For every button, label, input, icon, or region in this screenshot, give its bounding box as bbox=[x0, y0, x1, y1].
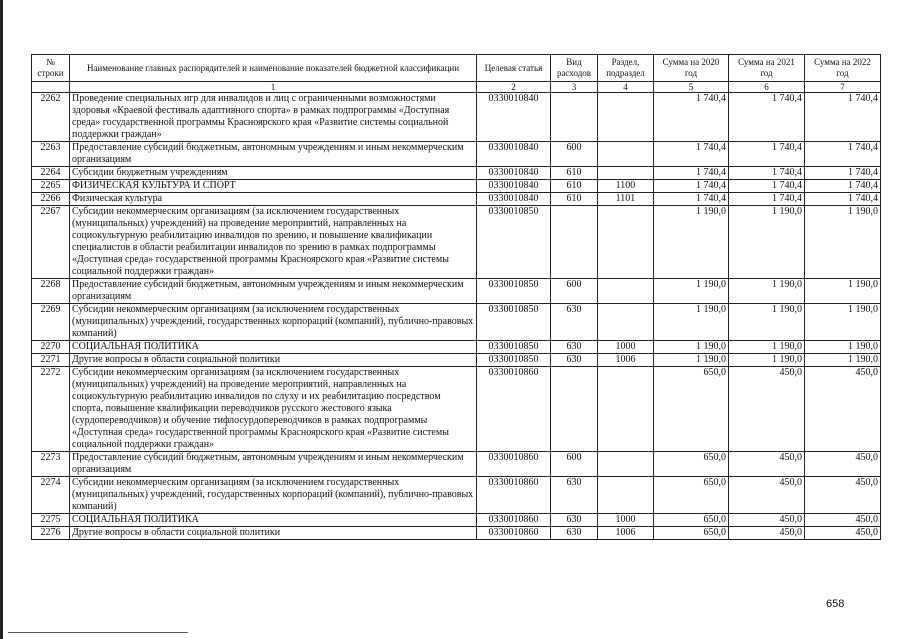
row-sum-2022: 1 190,0 bbox=[805, 206, 881, 279]
row-sum-2021: 1 190,0 bbox=[729, 304, 805, 341]
row-section bbox=[598, 304, 654, 341]
row-sum-2020: 1 740,4 bbox=[654, 180, 729, 193]
row-sum-2020: 1 190,0 bbox=[654, 206, 729, 279]
row-section: 1006 bbox=[598, 527, 654, 540]
row-section: 1101 bbox=[598, 193, 654, 206]
row-expense-type: 610 bbox=[551, 167, 598, 180]
row-section bbox=[598, 279, 654, 304]
row-sum-2022: 1 190,0 bbox=[805, 341, 881, 354]
row-sum-2021: 1 740,4 bbox=[729, 193, 805, 206]
row-target-article: 0330010850 bbox=[477, 206, 551, 279]
row-sum-2021: 450,0 bbox=[729, 514, 805, 527]
row-section: 1006 bbox=[598, 354, 654, 367]
row-expense-type: 600 bbox=[551, 279, 598, 304]
row-sum-2021: 1 190,0 bbox=[729, 279, 805, 304]
table-row bbox=[32, 206, 881, 279]
row-sum-2020: 1 190,0 bbox=[654, 354, 729, 367]
row-sum-2020: 1 740,4 bbox=[654, 142, 729, 167]
table-row bbox=[32, 93, 881, 142]
row-target-article: 0330010840 bbox=[477, 142, 551, 167]
row-target-article: 0330010860 bbox=[477, 477, 551, 514]
row-sum-2022: 1 740,4 bbox=[805, 193, 881, 206]
row-sum-2020: 1 740,4 bbox=[654, 93, 729, 142]
row-target-article: 0330010850 bbox=[477, 354, 551, 367]
header-name: Наименование главных распорядителей и наименование показателей бюджетной классификации bbox=[70, 55, 477, 82]
row-number: 2275 bbox=[32, 514, 70, 527]
row-expense-type: 630 bbox=[551, 527, 598, 540]
row-number: 2267 bbox=[32, 206, 70, 279]
row-expense-type: 630 bbox=[551, 341, 598, 354]
row-expense-type: 630 bbox=[551, 304, 598, 341]
table-body bbox=[32, 93, 881, 540]
row-expense-type: 630 bbox=[551, 514, 598, 527]
column-number: 6 bbox=[729, 82, 805, 93]
footer-line bbox=[8, 632, 188, 633]
row-sum-2020: 1 740,4 bbox=[654, 193, 729, 206]
column-number: 7 bbox=[805, 82, 881, 93]
row-number: 2266 bbox=[32, 193, 70, 206]
row-section: 1000 bbox=[598, 341, 654, 354]
row-expense-type: 610 bbox=[551, 193, 598, 206]
row-sum-2022: 1 190,0 bbox=[805, 279, 881, 304]
row-name: СОЦИАЛЬНАЯ ПОЛИТИКА bbox=[70, 341, 477, 354]
scan-edge-line bbox=[0, 0, 3, 639]
table-row bbox=[32, 527, 881, 540]
row-name: Предоставление субсидий бюджетным, автономным учреждениям и иным некоммерческим организациям bbox=[70, 452, 477, 477]
row-number: 2274 bbox=[32, 477, 70, 514]
row-name: Физическая культура bbox=[70, 193, 477, 206]
row-section bbox=[598, 367, 654, 452]
row-name: Субсидии некоммерческим организациям (за исключением государственных (муниципальных) учреждений, государственных корпораций (компаний), публично-правовых компаний) bbox=[70, 477, 477, 514]
row-number: 2269 bbox=[32, 304, 70, 341]
row-sum-2020: 1 190,0 bbox=[654, 279, 729, 304]
row-sum-2022: 450,0 bbox=[805, 527, 881, 540]
row-sum-2022: 450,0 bbox=[805, 367, 881, 452]
row-sum-2022: 1 190,0 bbox=[805, 304, 881, 341]
row-target-article: 0330010850 bbox=[477, 304, 551, 341]
column-number: 1 bbox=[70, 82, 477, 93]
row-number: 2262 bbox=[32, 93, 70, 142]
row-target-article: 0330010860 bbox=[477, 367, 551, 452]
table-row bbox=[32, 167, 881, 180]
row-section bbox=[598, 477, 654, 514]
row-section bbox=[598, 452, 654, 477]
row-section bbox=[598, 93, 654, 142]
row-sum-2020: 650,0 bbox=[654, 367, 729, 452]
row-expense-type bbox=[551, 206, 598, 279]
row-sum-2021: 450,0 bbox=[729, 452, 805, 477]
row-target-article: 0330010850 bbox=[477, 279, 551, 304]
row-name: Предоставление субсидий бюджетным, автономным учреждениям и иным некоммерческим организациям bbox=[70, 279, 477, 304]
row-expense-type bbox=[551, 93, 598, 142]
table-header-row bbox=[32, 55, 881, 82]
row-target-article: 0330010840 bbox=[477, 167, 551, 180]
row-sum-2022: 450,0 bbox=[805, 452, 881, 477]
row-sum-2021: 450,0 bbox=[729, 367, 805, 452]
row-number: 2264 bbox=[32, 167, 70, 180]
column-number-row bbox=[32, 82, 881, 93]
row-target-article: 0330010860 bbox=[477, 452, 551, 477]
row-sum-2022: 1 740,4 bbox=[805, 142, 881, 167]
row-expense-type: 600 bbox=[551, 142, 598, 167]
table-row bbox=[32, 180, 881, 193]
row-name: Предоставление субсидий бюджетным, автономным учреждениям и иным некоммерческим организациям bbox=[70, 142, 477, 167]
row-section bbox=[598, 167, 654, 180]
row-sum-2020: 650,0 bbox=[654, 527, 729, 540]
table-row bbox=[32, 304, 881, 341]
row-number: 2273 bbox=[32, 452, 70, 477]
header-section: Раздел, подраздел bbox=[598, 55, 654, 82]
row-sum-2022: 1 740,4 bbox=[805, 180, 881, 193]
row-number: 2268 bbox=[32, 279, 70, 304]
table-row bbox=[32, 514, 881, 527]
row-section: 1000 bbox=[598, 514, 654, 527]
row-sum-2020: 650,0 bbox=[654, 477, 729, 514]
row-section bbox=[598, 142, 654, 167]
row-sum-2022: 1 740,4 bbox=[805, 93, 881, 142]
column-number: 2 bbox=[477, 82, 551, 93]
header-sum-2020: Сумма на 2020 год bbox=[654, 55, 729, 82]
row-target-article: 0330010860 bbox=[477, 527, 551, 540]
row-sum-2021: 450,0 bbox=[729, 477, 805, 514]
row-section: 1100 bbox=[598, 180, 654, 193]
column-number: 3 bbox=[551, 82, 598, 93]
header-expense-type: Вид расходов bbox=[551, 55, 598, 82]
row-sum-2022: 1 740,4 bbox=[805, 167, 881, 180]
row-sum-2021: 450,0 bbox=[729, 527, 805, 540]
table-row bbox=[32, 367, 881, 452]
row-target-article: 0330010850 bbox=[477, 341, 551, 354]
row-expense-type: 610 bbox=[551, 180, 598, 193]
row-name: Субсидии некоммерческим организациям (за исключением государственных (муниципальных) учреждений) на проведение мероприятий, направленных на социокультурную реабилитацию инвалидов по слуху и их реабилитацию посредством спорта, повышение квалификации переводчиков русского жестового языка (сурдопереводчиков) и обучение тифлосурдопереводчиков в рамках подпрограммы «Доступная среда» государственной программы Красноярского края «Развитие системы социальной поддержки граждан» bbox=[70, 367, 477, 452]
table-row bbox=[32, 193, 881, 206]
table-row bbox=[32, 279, 881, 304]
row-sum-2021: 1 190,0 bbox=[729, 206, 805, 279]
row-sum-2020: 1 190,0 bbox=[654, 304, 729, 341]
row-name: Субсидии бюджетным учреждениям bbox=[70, 167, 477, 180]
row-sum-2021: 1 740,4 bbox=[729, 180, 805, 193]
header-target-article: Целевая статья bbox=[477, 55, 551, 82]
row-name: СОЦИАЛЬНАЯ ПОЛИТИКА bbox=[70, 514, 477, 527]
row-number: 2276 bbox=[32, 527, 70, 540]
row-expense-type bbox=[551, 367, 598, 452]
table-row bbox=[32, 354, 881, 367]
row-number: 2271 bbox=[32, 354, 70, 367]
row-number: 2265 bbox=[32, 180, 70, 193]
row-name: Субсидии некоммерческим организациям (за исключением государственных (муниципальных) учреждений, государственных корпораций (компаний), публично-правовых компаний) bbox=[70, 304, 477, 341]
row-target-article: 0330010840 bbox=[477, 180, 551, 193]
table-row bbox=[32, 341, 881, 354]
row-number: 2270 bbox=[32, 341, 70, 354]
budget-table bbox=[31, 54, 881, 540]
row-number: 2263 bbox=[32, 142, 70, 167]
row-target-article: 0330010840 bbox=[477, 193, 551, 206]
table-row bbox=[32, 452, 881, 477]
row-expense-type: 600 bbox=[551, 452, 598, 477]
row-section bbox=[598, 206, 654, 279]
row-expense-type: 630 bbox=[551, 477, 598, 514]
table-row bbox=[32, 142, 881, 167]
row-sum-2020: 1 740,4 bbox=[654, 167, 729, 180]
header-sum-2022: Сумма на 2022 год bbox=[805, 55, 881, 82]
row-sum-2022: 1 190,0 bbox=[805, 354, 881, 367]
row-sum-2022: 450,0 bbox=[805, 477, 881, 514]
row-sum-2021: 1 740,4 bbox=[729, 93, 805, 142]
row-name: Другие вопросы в области социальной политики bbox=[70, 354, 477, 367]
page-number: 658 bbox=[826, 598, 845, 610]
row-sum-2020: 650,0 bbox=[654, 452, 729, 477]
header-row-number: № строки bbox=[32, 55, 70, 82]
row-sum-2021: 1 190,0 bbox=[729, 341, 805, 354]
row-number: 2272 bbox=[32, 367, 70, 452]
row-sum-2021: 1 190,0 bbox=[729, 354, 805, 367]
row-sum-2020: 1 190,0 bbox=[654, 341, 729, 354]
row-sum-2021: 1 740,4 bbox=[729, 167, 805, 180]
table-row bbox=[32, 477, 881, 514]
row-sum-2020: 650,0 bbox=[654, 514, 729, 527]
column-number: 4 bbox=[598, 82, 654, 93]
row-name: Другие вопросы в области социальной политики bbox=[70, 527, 477, 540]
row-name: Проведение специальных игр для инвалидов и лиц с ограниченными возможностями здоровья «Краевой фестиваль адаптивного спорта» в рамках подпрограммы «Доступная среда» государственной программы Красноярского края «Развитие системы социальной поддержки граждан» bbox=[70, 93, 477, 142]
row-name: Субсидии некоммерческим организациям (за исключением государственных (муниципальных) учреждений) на проведение мероприятий, направленных на социокультурную реабилитацию инвалидов по зрению, и повышение квалификации специалистов в области реабилитации инвалидов по зрению в рамках подпрограммы «Доступная среда» государственной программы Красноярского края «Развитие системы социальной поддержки граждан» bbox=[70, 206, 477, 279]
row-expense-type: 630 bbox=[551, 354, 598, 367]
column-number: 5 bbox=[654, 82, 729, 93]
row-target-article: 0330010860 bbox=[477, 514, 551, 527]
header-sum-2021: Сумма на 2021 год bbox=[729, 55, 805, 82]
column-number bbox=[32, 82, 70, 93]
row-name: ФИЗИЧЕСКАЯ КУЛЬТУРА И СПОРТ bbox=[70, 180, 477, 193]
row-target-article: 0330010840 bbox=[477, 93, 551, 142]
row-sum-2022: 450,0 bbox=[805, 514, 881, 527]
row-sum-2021: 1 740,4 bbox=[729, 142, 805, 167]
